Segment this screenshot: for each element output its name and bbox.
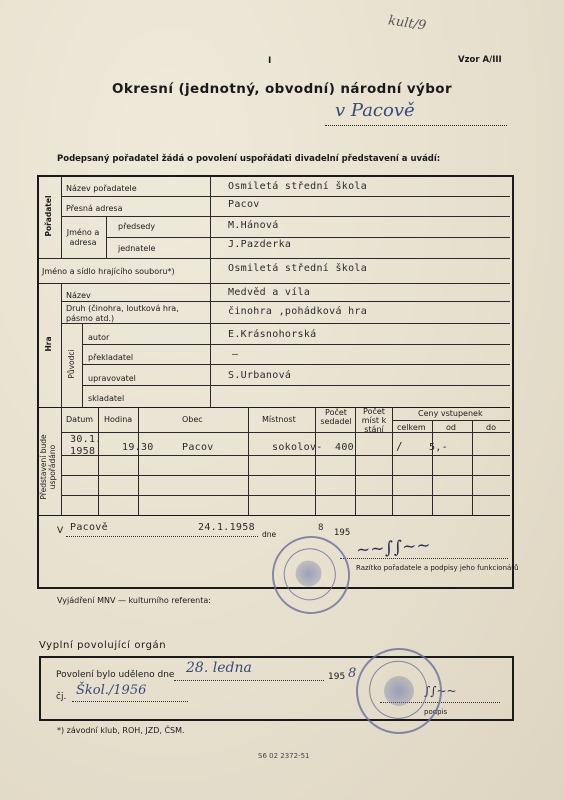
chair-value: M.Hánová — [228, 220, 279, 231]
adapter-value: S.Urbanová — [228, 370, 292, 381]
authority-year-value: 8 — [348, 666, 357, 681]
ref-dotted-line — [72, 701, 188, 702]
place-value: Pacově — [70, 522, 108, 533]
title-location-handwritten: v Pacově — [335, 100, 415, 121]
year-prefix: 195 — [334, 528, 351, 538]
origin-divider — [82, 323, 83, 407]
date-label: dne — [262, 530, 277, 539]
chair-label: předsedy — [118, 222, 156, 231]
name-and-address-label: Jméno a adresa — [66, 228, 100, 247]
organizer-signature: ~~∫∫~~ — [355, 535, 432, 561]
date-value: 24.1.1958 — [198, 522, 255, 533]
price-from-header: od — [446, 423, 456, 432]
organizer-address-label: Přesná adresa — [66, 204, 123, 213]
row-line — [61, 301, 510, 302]
section-line — [39, 407, 510, 408]
organizer-side-divider — [61, 177, 62, 258]
performance-date: 30.1. 1958 — [70, 434, 102, 457]
standing-header: Počet míst k stání — [361, 407, 387, 434]
authority-signature: ∫∫~~ — [424, 684, 457, 698]
time-header: Hodina — [104, 415, 133, 424]
signature-dotted-line — [340, 558, 508, 559]
col-divider — [248, 407, 249, 515]
place-dotted-line — [66, 536, 258, 537]
row-line — [106, 237, 510, 238]
translator-value: — — [232, 349, 239, 360]
date-header: Datum — [66, 415, 94, 424]
play-type-value: činohra ,pohádková hra — [228, 306, 368, 317]
granted-value: 28. ledna — [186, 660, 252, 676]
translator-label: překladatel — [88, 353, 134, 362]
col-divider — [432, 420, 433, 515]
performance-price-from: 5,- — [429, 442, 448, 453]
authority-signature-label: podpis — [424, 708, 448, 716]
page-title: Okresní (jednotný, obvodní) národní výbor — [112, 81, 453, 97]
granted-dotted-line — [174, 680, 324, 681]
ref-value: Škol./1956 — [76, 683, 147, 698]
organizer-side-label: Pořadatel — [44, 195, 53, 237]
performance-municipality: Pacov — [182, 442, 214, 453]
row-line — [82, 344, 510, 345]
roman-numeral: I — [268, 56, 272, 66]
signature-label: Razítko pořadatele a podpisy jeho funkcionářů — [356, 564, 519, 572]
ref-label: čj. — [56, 692, 67, 702]
header-line — [61, 432, 510, 433]
row-line — [61, 196, 510, 197]
row-line — [61, 495, 510, 496]
origin-side-label: Původci — [67, 349, 76, 379]
venue-header: Místnost — [262, 415, 296, 424]
row-line — [39, 258, 510, 259]
form-code: Vzor A/III — [458, 55, 502, 65]
col-divider — [315, 407, 316, 515]
organizer-name-value: Osmiletá střední škola — [228, 181, 368, 192]
handwritten-reference: kult/9 — [387, 13, 428, 34]
manager-value: J.Pazderka — [228, 239, 292, 250]
printer-code: S6 02 2372-51 — [258, 752, 310, 760]
section-line — [39, 515, 510, 516]
play-side-label: Hra — [44, 336, 53, 352]
row-line — [61, 323, 510, 324]
performance-standing: / — [396, 440, 403, 453]
schedule-side-label: Představení bude uspořádáno — [39, 434, 57, 500]
performance-seats: 400 — [335, 442, 354, 453]
municipality-header: Obec — [182, 415, 203, 424]
ensemble-label: Jméno a sídlo hrajícího souboru*) — [42, 267, 175, 276]
value-column-divider — [210, 177, 211, 283]
col-divider — [472, 420, 473, 515]
play-title-label: Název — [66, 291, 91, 300]
composer-label: skladatel — [88, 394, 125, 403]
granted-label: Povolení bylo uděleno dne — [56, 670, 175, 680]
col-divider — [355, 407, 356, 515]
col-divider — [98, 407, 99, 515]
row-line — [61, 216, 510, 217]
manager-label: jednatele — [118, 244, 156, 253]
authority-year-prefix: 195 — [328, 672, 346, 682]
footnote: *) závodní klub, ROH, JZD, ČSM. — [57, 726, 185, 735]
place-prefix: V — [57, 526, 64, 536]
performance-time: 19.30 — [122, 442, 154, 453]
row-line — [39, 283, 510, 284]
year-value: 8 — [318, 523, 324, 533]
price-total-header: celkem — [397, 423, 426, 432]
prices-header: Ceny vstupenek — [418, 409, 483, 418]
row-line — [61, 475, 510, 476]
play-title-value: Medvěd a víla — [228, 287, 311, 298]
organizer-address-value: Pacov — [228, 199, 260, 210]
organizer-name-label: Název pořadatele — [66, 184, 137, 193]
row-line — [82, 385, 510, 386]
performance-venue: sokolov- — [272, 442, 323, 453]
row-line — [82, 364, 510, 365]
intro-text: Podepsaný pořadatel žádá o povolení uspořádati divadelní představení a uvádí: — [57, 154, 441, 164]
ensemble-value: Osmiletá střední škola — [228, 263, 368, 274]
col-divider — [138, 407, 139, 515]
play-type-label: Druh (činohra, loutková hra, pásmo atd.) — [66, 304, 179, 323]
price-to-header: do — [486, 423, 496, 432]
authority-heading: Vyplní povolující orgán — [39, 640, 167, 651]
row-line — [61, 455, 510, 456]
title-dotted-line — [325, 125, 507, 126]
header-sub-line — [392, 420, 510, 421]
mnv-statement: Vyjádření MNV — kulturního referenta: — [57, 596, 211, 605]
col-divider — [392, 407, 393, 515]
schedule-side-divider — [61, 407, 62, 515]
author-value: E.Krásnohorská — [228, 329, 317, 340]
adapter-label: upravovatel — [88, 374, 136, 383]
author-label: autor — [88, 333, 110, 342]
seats-header: Počet sedadel — [320, 408, 352, 426]
